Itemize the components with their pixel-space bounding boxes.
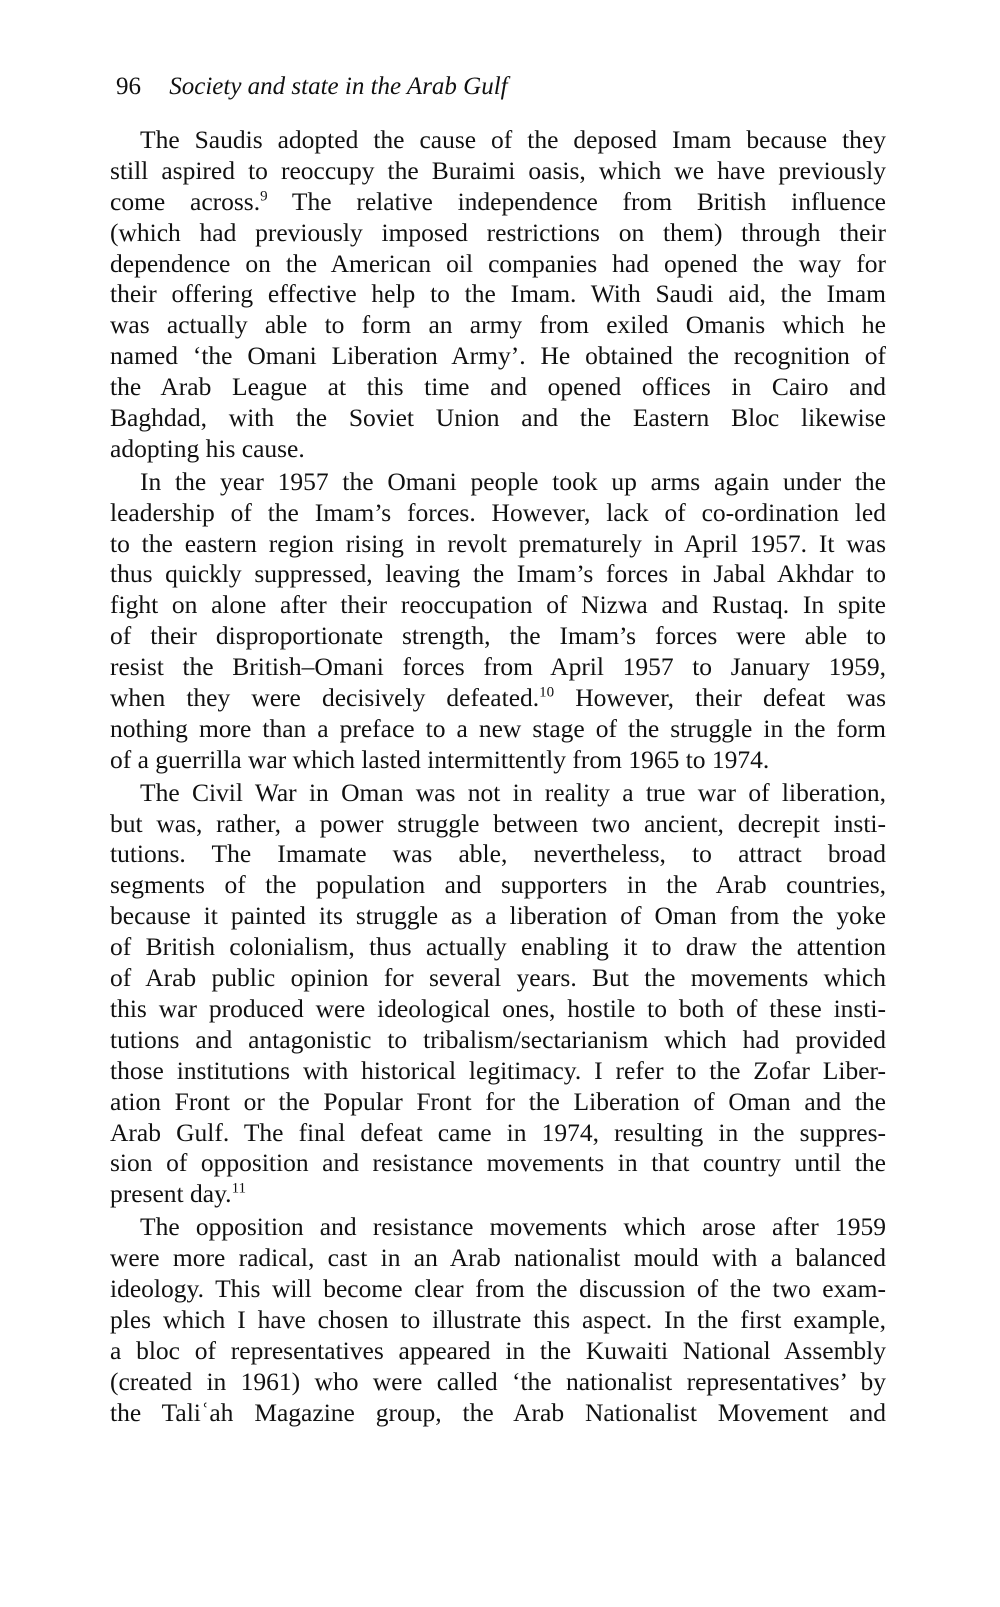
text-line: In the year 1957 the Omani people took up arms again under the (140, 466, 886, 496)
text-line: The Civil War in Oman was not in reality a true war of liberation, (140, 777, 886, 807)
text-line (110, 683, 886, 714)
text-line: nothing more than a preface to a new stage of the struggle in the form (110, 713, 886, 743)
text-line: fight on alone after their reoccupation of Nizwa and Rustaq. In spite (110, 590, 886, 620)
text-line: sion of opposition and resistance movements in that country until the (110, 1148, 886, 1178)
text-line: was actually able to form an army from exiled Omanis which he (110, 310, 886, 340)
text-line: of their disproportionate strength, the Imam’s forces were able to (110, 621, 886, 651)
text-line: ideology. This will become clear from the discussion of the two exam- (110, 1273, 886, 1303)
text-line: ples which I have chosen to illustrate this aspect. In the first example, (110, 1304, 886, 1334)
footnote-ref: 11 (231, 1180, 247, 1197)
paragraph-3 (110, 778, 886, 1210)
text-line: (created in 1961) who were called ‘the nationalist representatives’ by (110, 1366, 886, 1396)
text-line: ation Front or the Popular Front for the Liberation of Oman and the (110, 1086, 886, 1116)
text-line: tutions. The Imamate was able, nevertheless, to attract broad (110, 839, 886, 869)
paragraph-2 (110, 467, 886, 776)
text-fragment: come across. (110, 186, 261, 216)
text-fragment: present day. (110, 1179, 232, 1209)
text-line: this war produced were ideological ones, hostile to both of these insti- (110, 993, 886, 1023)
running-head-title: Society and state in the Arab Gulf (169, 73, 508, 100)
text-line: named ‘the Omani Liberation Army’. He obtained the recognition of (110, 341, 886, 371)
text-line: of British colonialism, thus actually enabling it to draw the attention (110, 932, 886, 962)
text-line: The opposition and resistance movements which arose after 1959 (140, 1212, 886, 1242)
text-line: because it painted its struggle as a liberation of Oman from the yoke (110, 901, 886, 931)
text-line: of a guerrilla war which lasted intermittently from 1965 to 1974. (110, 744, 770, 774)
text-line: but was, rather, a power struggle between two ancient, decrepit insti- (110, 808, 886, 838)
running-head (116, 70, 508, 104)
paragraph-1 (110, 125, 886, 465)
paragraph-4 (110, 1212, 886, 1428)
text-line: adopting his cause. (110, 433, 305, 463)
text-line: those institutions with historical legitimacy. I refer to the Zofar Liber- (110, 1055, 886, 1085)
text-fragment: The relative independence from British influence (267, 186, 886, 216)
text-fragment: However, their defeat was (554, 683, 886, 713)
text-line: their offering effective help to the Imam. With Saudi aid, the Imam (110, 279, 886, 309)
text-line (110, 1179, 886, 1210)
text-line: to the eastern region rising in revolt prematurely in April 1957. It was (110, 528, 886, 558)
text-line: resist the British–Omani forces from April 1957 to January 1959, (110, 652, 886, 682)
text-line: The Saudis adopted the cause of the deposed Imam because they (140, 125, 886, 154)
text-line: Baghdad, with the Soviet Union and the Eastern Bloc likewise (110, 403, 886, 433)
text-fragment: when they were decisively defeated. (110, 683, 540, 713)
text-line: still aspired to reoccupy the Buraimi oasis, which we have previously (110, 155, 886, 185)
text-line: leadership of the Imam’s forces. However, lack of co-ordination led (110, 497, 886, 527)
page-number: 96 (116, 73, 141, 100)
footnote-ref: 10 (539, 684, 555, 701)
text-line: the Arab League at this time and opened offices in Cairo and (110, 372, 886, 402)
text-line: were more radical, cast in an Arab nationalist mould with a balanced (110, 1243, 886, 1273)
text-line: (which had previously imposed restrictions on them) through their (110, 217, 886, 247)
footnote-ref: 9 (260, 188, 268, 205)
text-line: the Taliʿah Magazine group, the Arab Nationalist Movement and (110, 1397, 886, 1427)
text-line: dependence on the American oil companies had opened the way for (110, 248, 886, 278)
text-line: thus quickly suppressed, leaving the Imam’s forces in Jabal Akhdar to (110, 559, 886, 589)
text-line: Arab Gulf. The final defeat came in 1974, resulting in the suppres- (110, 1117, 886, 1147)
text-line (110, 187, 886, 218)
text-line: segments of the population and supporters in the Arab countries, (110, 870, 886, 900)
text-line: tutions and antagonistic to tribalism/sectarianism which had provided (110, 1024, 886, 1054)
text-line: a bloc of representatives appeared in the Kuwaiti National Assembly (110, 1335, 886, 1365)
body-text (110, 125, 886, 1430)
text-line: of Arab public opinion for several years. But the movements which (110, 963, 886, 993)
